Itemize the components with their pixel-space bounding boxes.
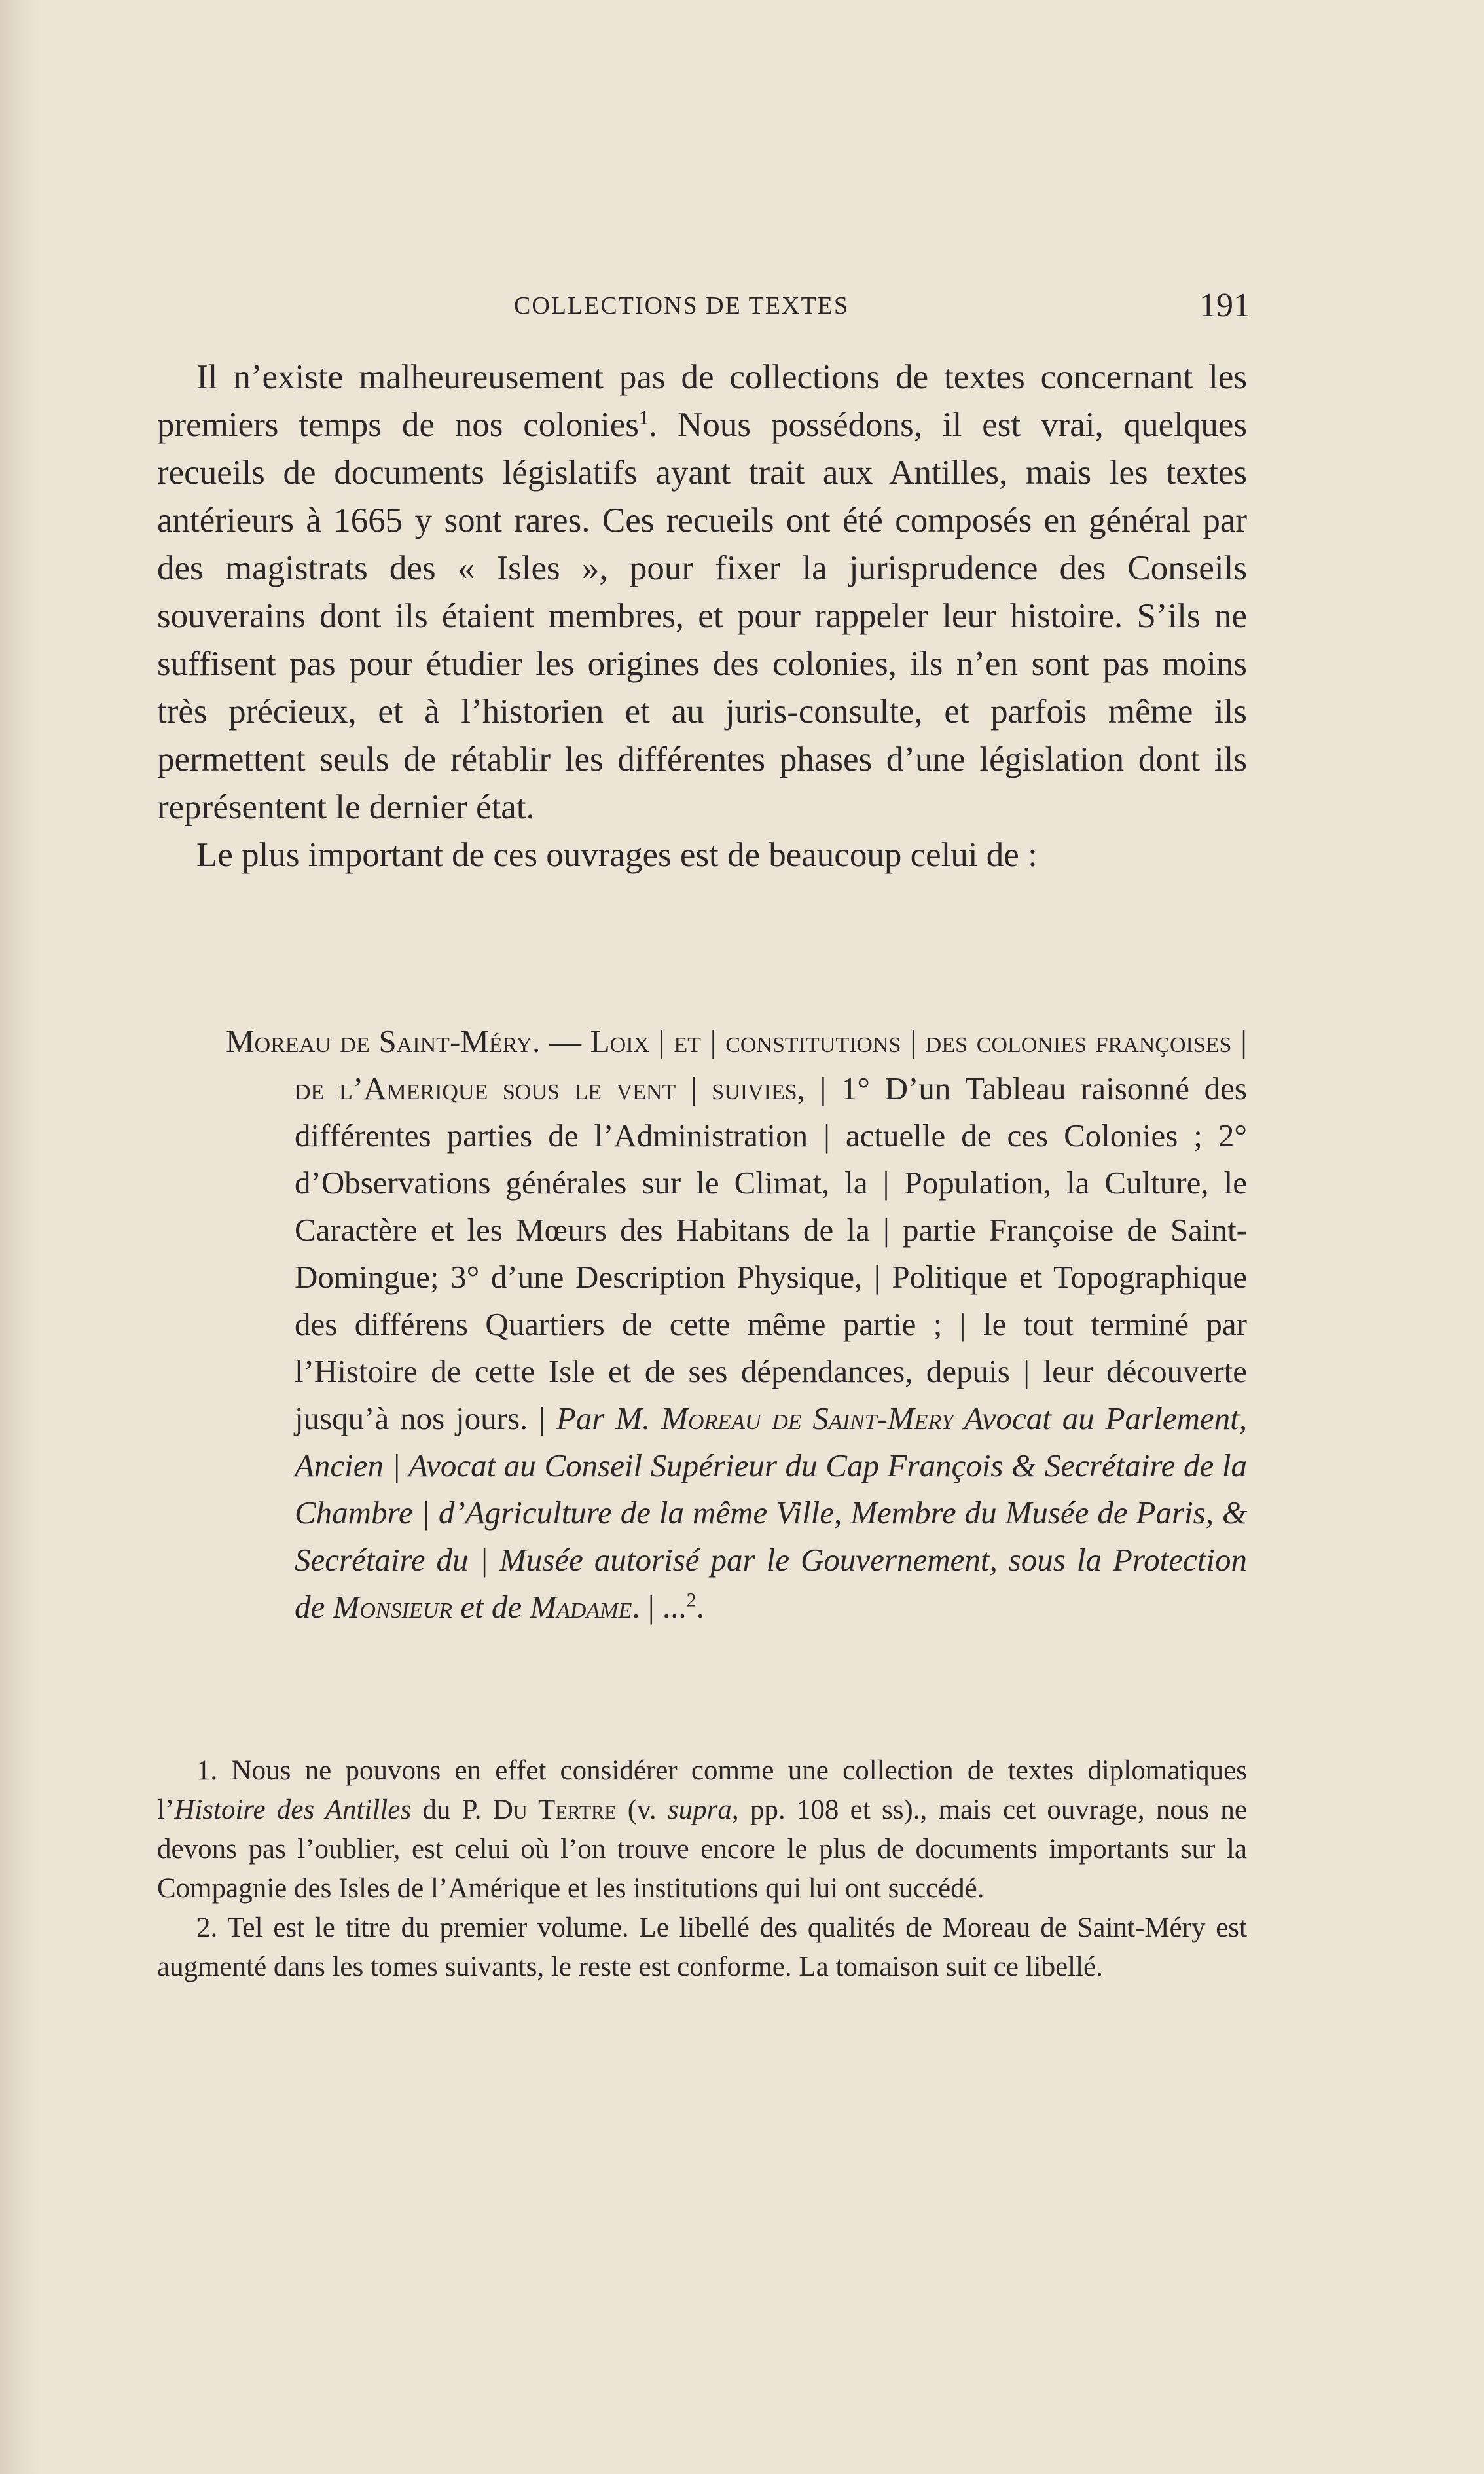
citation-author-italic: Moreau de Saint-Mery [661, 1400, 954, 1436]
citation-title: Loix | et | constitutions | des colonies françoises | de l’Amerique sous le vent | suivies, | [295, 1023, 1247, 1106]
paragraph-2: Le plus important de ces ouvrages est de beaucoup celui de : [196, 836, 1038, 874]
footnote-1-text-d: , pp. 108 et ss)., mais cet ouvrage, nous ne devons pas l’oublier, est celui où l’on trouve encore le plus de documents importants sur la Compagnie des Isles de l’Amérique et les institutions qui lui ont succédé. [157, 1794, 1248, 1904]
footnote-1-text-b: du P. [411, 1794, 493, 1825]
bibliographic-citation [226, 1018, 1247, 1631]
paragraph-1-text-b: . Nous possédons, il est vrai, quelques recueils de documents législatifs ayant trait aux Antilles, mais les textes antérieurs à 1665 y sont rares. Ces recueils ont été composés en général par des magistrats des « Isles », pour fixer la jurisprudence des Conseils souverains dont ils étaient membres, et pour rappeler leur histoire. S’ils ne suffisent pas pour étudier les origines des colonies, ils n’en sont pas moins très précieux, et à l’historien et au juris-consulte, et parfois même ils permettent seuls de rétablir les différentes phases d’une législation dont ils représentent le dernier état. [157, 406, 1247, 826]
citation-qualities: Avocat au Parlement, Ancien | Avocat au Conseil Supérieur du Cap François & Secrétaire de la Chambre | d’Agriculture de la même Ville, Membre du Musée de Paris, & Secrétaire du | Musée autorisé par le Gouvernement, sous la Protection de [295, 1400, 1247, 1625]
running-title: COLLECTIONS DE TEXTES [514, 292, 850, 319]
footnote-1-text-c: (v. [616, 1794, 668, 1825]
footnotes [157, 1751, 1247, 1987]
footnote-1-text-a: 1. Nous ne pouvons en effet considérer comme une collection de textes diplomatiques l’ [157, 1755, 1247, 1825]
citation-monsieur: Monsieur [333, 1589, 452, 1625]
footnote-ref-1: 1 [638, 407, 649, 429]
citation-end: . | ... [632, 1589, 687, 1625]
main-text [157, 354, 1247, 879]
citation-end-period: . [696, 1589, 704, 1625]
page-edge-shadow [0, 0, 39, 2474]
citation-dash: . — [532, 1023, 590, 1059]
citation-title-rest: 1° D’un Tableau raisonné des différentes parties de l’Administration | actuelle de ces Colonies ; 2° d’Observations générales sur le Climat, la | Population, la Culture, le Caractère et les Mœurs des Habitans de la | partie Françoise de Saint-Domingue; 3° d’une Description Physique, | Politique et Topographique des différens Quartiers de cette même partie ; | le tout terminé par l’Histoire de cette Isle et de ses dépendances, depuis | leur découverte jusqu’à nos jours. | [295, 1070, 1247, 1436]
page-number: 191 [1199, 287, 1250, 324]
footnote-1-supra: supra [667, 1794, 732, 1825]
paragraph-1-text-a: Il n’existe malheureusement pas de collections de textes concernant les premiers temps de nos colonies [157, 358, 1247, 444]
footnote-ref-2: 2 [686, 1589, 697, 1611]
footnote-1-work-title: Histoire des Antilles [174, 1794, 412, 1825]
footnote-1 [157, 1751, 1247, 1908]
citation-author: Moreau de Saint-Méry [226, 1023, 532, 1059]
citation-et-de: et de [452, 1589, 530, 1625]
citation-madame: Madame [530, 1589, 632, 1625]
page-header [157, 287, 1250, 331]
footnote-2: 2. Tel est le titre du premier volume. Le libellé des qualités de Moreau de Saint-Méry est augmenté dans les tomes suivants, le reste est conforme. La tomaison suit ce libellé. [157, 1912, 1247, 1982]
footnote-1-author: Du Tertre [492, 1794, 617, 1825]
citation-par: Par M. [556, 1400, 662, 1436]
paragraph-1 [157, 354, 1247, 831]
